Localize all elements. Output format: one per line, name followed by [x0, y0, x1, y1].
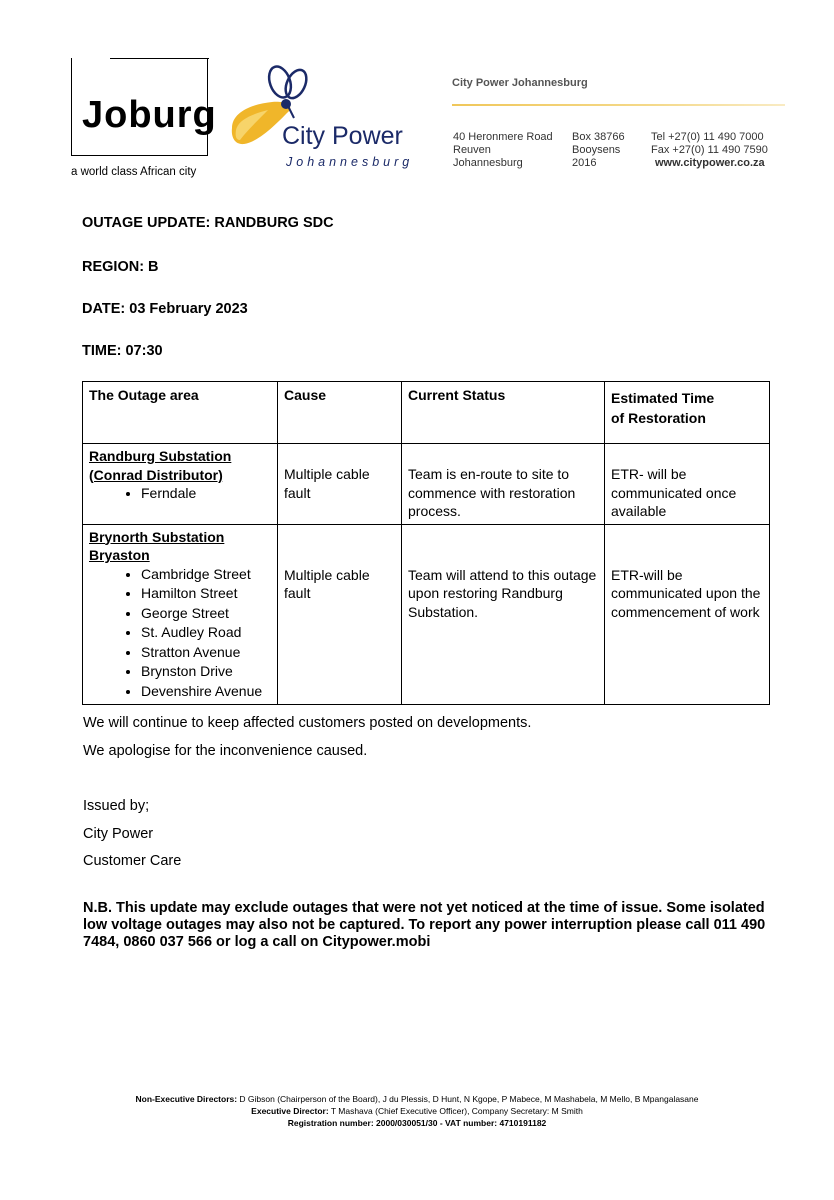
cause-text: Multiple cable fault — [284, 466, 370, 501]
issued-by-label: Issued by; — [83, 798, 150, 814]
update-paragraph: We will continue to keep affected customers posted on developments. — [83, 715, 532, 731]
status-cell — [402, 524, 605, 705]
header-cause: Cause — [278, 382, 402, 444]
list-item: • Cambridge Street — [141, 565, 271, 585]
list-item: • Hamilton Street — [141, 584, 271, 604]
footer-exec-director — [0, 1106, 834, 1116]
table-header-row — [83, 382, 770, 444]
substation-detail: Bryaston — [89, 547, 150, 563]
footer-label: Non-Executive Directors: — [135, 1094, 238, 1104]
cause-text: Multiple cable fault — [284, 566, 370, 601]
region-heading: REGION: B — [82, 259, 159, 275]
cause-cell — [278, 444, 402, 525]
outage-area-cell — [83, 444, 278, 525]
header-etr — [605, 382, 770, 444]
list-item: • Ferndale — [141, 484, 271, 504]
status-text: Team is en-route to site to commence with restoration process. — [408, 466, 576, 519]
issuer-organisation: City Power — [83, 826, 154, 842]
status-cell — [402, 444, 605, 525]
table-row — [83, 524, 770, 705]
issuer-department: Customer Care — [83, 853, 182, 869]
affected-areas-list — [89, 484, 271, 504]
list-item: • Brynston Drive — [141, 662, 271, 682]
outage-area-cell — [83, 524, 278, 705]
joburg-logo-wordmark: Joburg — [82, 94, 217, 136]
substation-name: Brynorth Substation — [89, 528, 225, 545]
status-text: Team will attend to this outage upon restoring Randburg Substation. — [408, 566, 597, 620]
joburg-tagline: a world class African city — [71, 166, 197, 178]
postal-line: Box 38766 — [572, 131, 625, 143]
apology-paragraph: We apologise for the inconvenience caused. — [83, 743, 368, 759]
outage-table — [82, 381, 770, 705]
affected-areas-list — [89, 565, 271, 702]
header-current-status: Current Status — [402, 382, 605, 444]
date-heading: DATE: 03 February 2023 — [82, 301, 248, 317]
header-divider — [452, 104, 785, 106]
nota-bene-notice: N.B. This update may exclude outages that were not yet noticed at the time of issue. Some isolated low voltage outages may also not be captured. To report any power interruption please call 011 490 7484, 0860 037 566 or log a call on Citypower.mobi — [83, 900, 766, 950]
etr-text: ETR-will be communicated upon the commencement of work — [611, 566, 761, 620]
postal-line: 2016 — [572, 157, 597, 169]
website-link[interactable]: www.citypower.co.za — [655, 157, 765, 169]
contact-details — [651, 131, 768, 170]
footer-registration: Registration number: 2000/030051/30 - VAT number: 4710191182 — [287, 1118, 547, 1128]
etr-cell — [605, 524, 770, 705]
time-heading: TIME: 07:30 — [82, 343, 163, 359]
fax: Fax +27(0) 11 490 7590 — [651, 144, 768, 156]
city-power-logo-name: City Power — [282, 122, 403, 150]
address-line: Johannesburg — [453, 157, 523, 169]
postal-line: Booysens — [572, 144, 621, 156]
footer-nonexec-directors — [0, 1094, 834, 1104]
etr-cell — [605, 444, 770, 525]
company-title: City Power Johannesburg — [452, 77, 588, 89]
address-line: Reuven — [453, 144, 491, 156]
substation-detail: (Conrad Distributor) — [89, 466, 223, 483]
street-address — [453, 131, 553, 170]
list-item: • George Street — [141, 604, 271, 624]
substation-name: Randburg Substation — [89, 448, 232, 464]
outage-heading: OUTAGE UPDATE: RANDBURG SDC — [82, 215, 334, 231]
footer-value: T Mashava (Chief Executive Officer), Company Secretary: M Smith — [328, 1106, 583, 1116]
header-outage-area: The Outage area — [83, 382, 278, 444]
address-line: 40 Heronmere Road — [453, 131, 553, 143]
footer-value: D Gibson (Chairperson of the Board), J du Plessis, D Hunt, N Kgope, P Mabece, M Mashabela, M Mello, B Mpangalasane — [237, 1094, 699, 1104]
list-item: • Stratton Avenue — [141, 643, 271, 663]
table-row — [83, 444, 770, 525]
header-etr-line: of Restoration — [611, 410, 706, 426]
footer-label: Executive Director: — [251, 1106, 329, 1116]
list-item: • St. Audley Road — [141, 623, 271, 643]
etr-text: ETR- will be communicated once available — [611, 466, 737, 519]
telephone: Tel +27(0) 11 490 7000 — [651, 131, 764, 143]
cause-cell — [278, 524, 402, 705]
list-item: • Devenshire Avenue — [141, 682, 271, 702]
city-power-logo-city: Johannesburg — [286, 155, 414, 169]
postal-address — [572, 131, 625, 170]
header-etr-line: Estimated Time — [611, 390, 715, 406]
